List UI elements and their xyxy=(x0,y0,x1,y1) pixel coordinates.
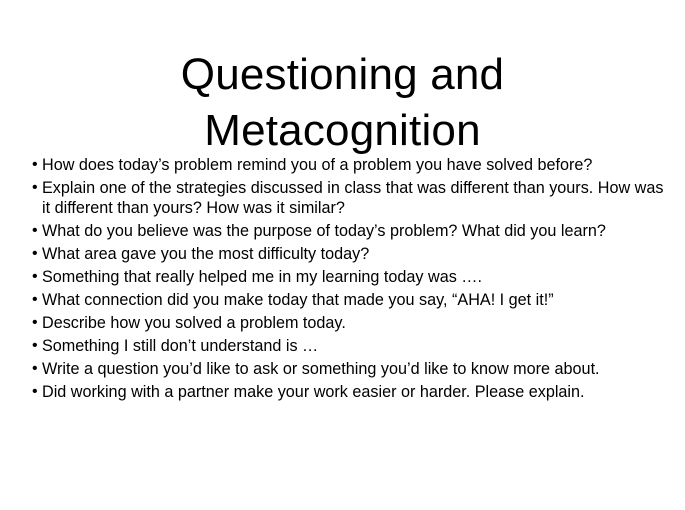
bullet-item xyxy=(30,267,675,287)
bullet-dot: • xyxy=(32,314,38,331)
bullet-dot: • xyxy=(32,291,38,308)
bullet-item xyxy=(30,221,675,241)
bullet-item xyxy=(30,313,675,333)
bullet-item xyxy=(30,382,675,402)
title-line-2: Metacognition xyxy=(204,106,481,156)
bullet-item xyxy=(30,178,675,218)
bullet-dot: • xyxy=(32,245,38,262)
title-line-1: Questioning and xyxy=(180,50,505,100)
bullet-dot: • xyxy=(32,179,38,196)
bullet-dot: • xyxy=(32,360,38,377)
bullet-text: Did working with a partner make your work easier or harder. Please explain. xyxy=(42,383,585,401)
bullet-text: Something that really helped me in my learning today was …. xyxy=(42,268,482,286)
bullet-dot: • xyxy=(32,337,38,354)
bullet-text: Explain one of the strategies discussed in class that was different than yours. How was it different than yours? How was it similar? xyxy=(42,179,664,217)
bullet-dot: • xyxy=(32,222,38,239)
bullet-item xyxy=(30,290,675,310)
bullet-item xyxy=(30,244,675,264)
bullet-text: What connection did you make today that made you say, “AHA! I get it!” xyxy=(42,291,554,309)
bullet-text: What area gave you the most difficulty today? xyxy=(42,245,370,263)
bullet-text: What do you believe was the purpose of today’s problem? What did you learn? xyxy=(42,222,606,240)
bullet-item xyxy=(30,336,675,356)
bullet-dot: • xyxy=(32,156,38,173)
bullet-dot: • xyxy=(32,383,38,400)
bullet-item xyxy=(30,359,675,379)
slide-title xyxy=(0,47,685,159)
bullet-text: Something I still don’t understand is … xyxy=(42,337,319,355)
bullet-list xyxy=(30,155,675,405)
bullet-text: How does today’s problem remind you of a problem you have solved before? xyxy=(42,156,593,174)
bullet-text: Write a question you’d like to ask or something you’d like to know more about. xyxy=(42,360,600,378)
bullet-dot: • xyxy=(32,268,38,285)
bullet-item xyxy=(30,155,675,175)
bullet-text: Describe how you solved a problem today. xyxy=(42,314,346,332)
